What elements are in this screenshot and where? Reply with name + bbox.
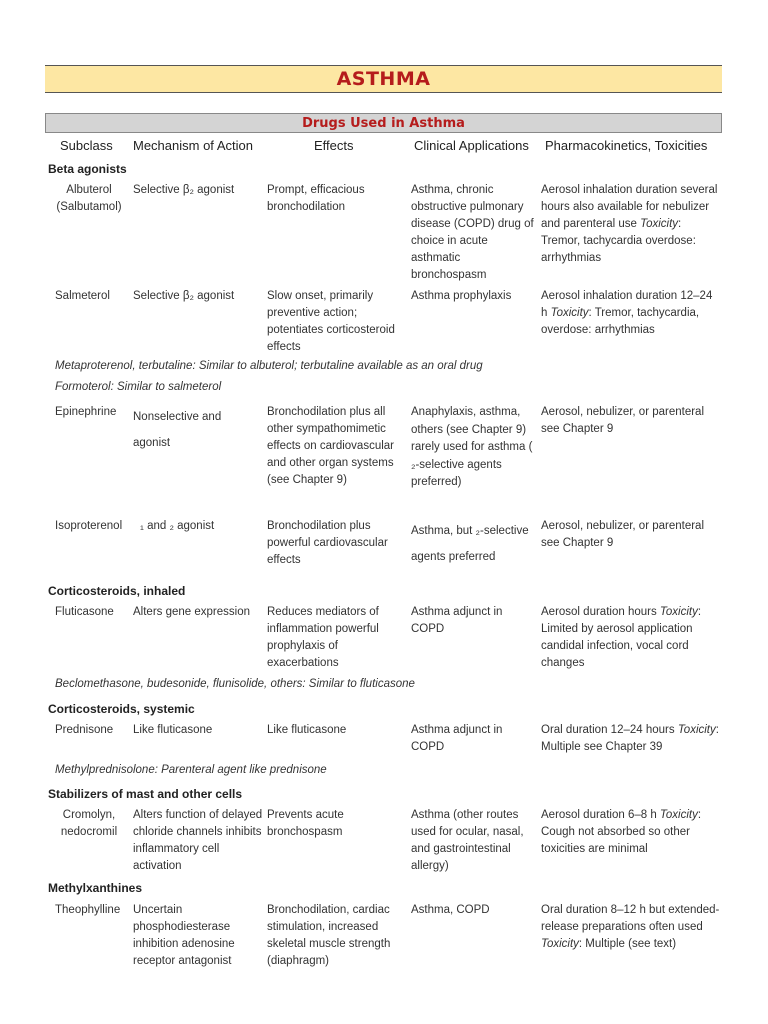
effects-cell: Like fluticasone <box>267 724 347 736</box>
clinical-cell: Asthma prophylaxis <box>411 290 512 302</box>
subclass-cell: Fluticasone <box>55 606 114 618</box>
mechanism-cell: Selective β₂ agonist <box>133 290 235 302</box>
toxicity-text: : Limited by aerosol application candidal infection, vocal cord changes <box>541 606 702 669</box>
subclass-cell: Prednisone <box>55 724 114 736</box>
header-effects: Effects <box>314 138 354 153</box>
subclass-cell: Albuterol (Salbutamol) <box>56 184 122 213</box>
clinical-cell: Asthma, COPD <box>411 904 490 916</box>
clinical-cell: Anaphylaxis, asthma, others (see Chapter 9) rarely used for asthma ( ₂-selective agents preferred) <box>411 406 533 488</box>
toxicity-label: Toxicity <box>659 606 698 618</box>
pk-text: Aerosol duration 6–8 h <box>541 809 657 821</box>
clinical-cell: Asthma adjunct in COPD <box>411 606 503 635</box>
header-pk: Pharmacokinetics, Toxicities <box>545 138 708 153</box>
header-mechanism: Mechanism of Action <box>133 138 253 153</box>
subclass-cell: Epinephrine <box>55 406 117 418</box>
section-stabilizers: Stabilizers of mast and other cells <box>48 787 243 801</box>
pk-cell <box>541 722 721 756</box>
mechanism-cell: Like fluticasone <box>133 724 213 736</box>
effects-cell: Slow onset, primarily preventive action; potentiates corticosteroid effects <box>267 290 395 353</box>
pk-text: Aerosol inhalation duration several hours also available for nebulizer and parenteral use <box>541 184 718 230</box>
toxicity-text: : Tremor, tachycardia overdose: arrhythmias <box>541 218 696 264</box>
subclass-cell: Theophylline <box>55 904 121 916</box>
subclass-cell: Salmeterol <box>55 290 110 302</box>
effects-cell: Prevents acute bronchospasm <box>267 809 344 838</box>
note-beclomethasone: Beclomethasone, budesonide, flunisolide, others: Similar to fluticasone <box>55 678 415 690</box>
section-corticosteroids-inhaled: Corticosteroids, inhaled <box>48 584 186 598</box>
section-methylxanthines: Methylxanthines <box>48 881 143 895</box>
toxicity-text: : Multiple see Chapter 39 <box>541 724 719 753</box>
note-metaproterenol: Metaproterenol, terbutaline: Similar to albuterol; terbutaline available as an oral drug <box>55 360 483 372</box>
toxicity-text: : Cough not absorbed so other toxicities are minimal <box>541 809 702 855</box>
note-formoterol: Formoterol: Similar to salmeterol <box>55 381 222 393</box>
note-methylprednisolone: Methylprednisolone: Parenteral agent like prednisone <box>55 764 327 776</box>
clinical-cell: Asthma (other routes used for ocular, nasal, and gastrointestinal allergy) <box>411 809 524 872</box>
clinical-cell: Asthma, but ₂-selective agents preferred <box>411 525 529 563</box>
table-title: Drugs Used in Asthma <box>45 113 722 133</box>
pk-text: Oral duration 8–12 h but extended-release preparations often used <box>541 904 720 933</box>
page-title: ASTHMA <box>45 65 722 93</box>
toxicity-label: Toxicity <box>541 938 579 950</box>
effects-cell: Bronchodilation plus powerful cardiovascular effects <box>267 520 388 566</box>
toxicity-label: Toxicity <box>677 724 716 736</box>
mechanism-cell: Nonselective and agonist <box>133 411 222 449</box>
clinical-cell: Asthma adjunct in COPD <box>411 724 503 753</box>
toxicity-label: Toxicity <box>640 218 679 230</box>
mechanism-cell: ₁ and ₂ agonist <box>140 520 215 532</box>
effects-cell: Bronchodilation plus all other sympathomimetic effects on cardiovascular and other organ systems (see Chapter 9) <box>267 406 394 486</box>
pk-cell <box>541 182 721 267</box>
clinical-cell: Asthma, chronic obstructive pulmonary disease (COPD) drug of choice in acute asthmatic bronchospasm <box>411 184 534 281</box>
pk-text: Aerosol inhalation duration 12–24 h <box>541 290 713 319</box>
pk-text: Oral duration 12–24 hours <box>541 724 675 736</box>
pk-cell: Aerosol, nebulizer, or parenteral see Chapter 9 <box>541 406 705 435</box>
subclass-cell: Isoproterenol <box>55 520 123 532</box>
effects-cell: Reduces mediators of inflammation powerful prophylaxis of exacerbations <box>267 606 379 669</box>
pk-cell <box>541 288 721 339</box>
pk-cell <box>541 902 721 953</box>
toxicity-text: : Tremor, tachycardia, overdose: arrhythmias <box>541 307 700 336</box>
section-beta-agonists: Beta agonists <box>48 162 127 176</box>
section-corticosteroids-systemic: Corticosteroids, systemic <box>48 702 195 716</box>
mechanism-cell: Alters function of delayed chloride channels inhibits inflammatory cell activation <box>133 809 263 872</box>
mechanism-cell: Alters gene expression <box>133 606 250 618</box>
pk-cell: Aerosol, nebulizer, or parenteral see Chapter 9 <box>541 520 705 549</box>
pk-cell <box>541 604 721 672</box>
toxicity-label: Toxicity <box>550 307 589 319</box>
header-subclass: Subclass <box>60 138 113 153</box>
header-clinical: Clinical Applications <box>414 138 529 153</box>
subclass-cell: Cromolyn, nedocromil <box>60 809 118 838</box>
pk-text: Aerosol duration hours <box>541 606 657 618</box>
mechanism-cell: Selective β₂ agonist <box>133 184 235 196</box>
pk-cell <box>541 807 721 858</box>
toxicity-label: Toxicity <box>659 809 698 821</box>
toxicity-text: : Multiple (see text) <box>578 938 677 950</box>
mechanism-cell: Uncertain phosphodiesterase inhibition adenosine receptor antagonist <box>133 904 235 967</box>
effects-cell: Bronchodilation, cardiac stimulation, increased skeletal muscle strength (diaphragm) <box>267 904 391 967</box>
effects-cell: Prompt, efficacious bronchodilation <box>267 184 365 213</box>
